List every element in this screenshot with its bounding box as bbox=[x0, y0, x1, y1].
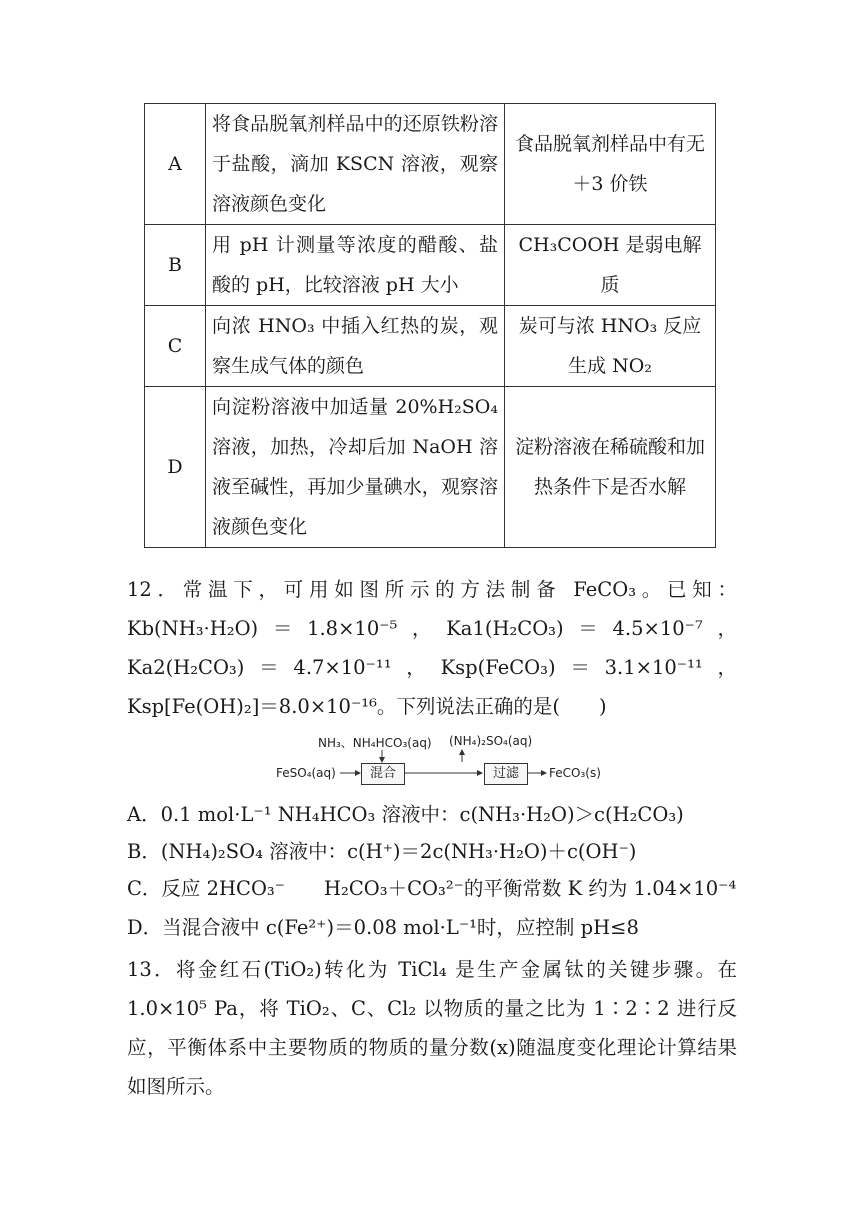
q12-option-a: A．0.1 mol·L⁻¹ NH₄HCO₃ 溶液中：c(NH₃·H₂O)＞c(H₂CO₃) bbox=[127, 803, 684, 826]
operation-cell: 将食品脱氧剂样品中的还原铁粉溶于盐酸，滴加 KSCN 溶液，观察溶液颜色变化 bbox=[206, 104, 505, 225]
q12-option-b: B．(NH₄)₂SO₄ 溶液中：c(H⁺)＝2c(NH₃·H₂O)＋c(OH⁻) bbox=[127, 840, 637, 863]
table-row bbox=[145, 225, 716, 306]
operation-cell: 向浓 HNO₃ 中插入红热的炭，观察生成气体的颜色 bbox=[206, 306, 505, 387]
purpose-cell: 食品脱氧剂样品中有无＋3 价铁 bbox=[505, 104, 716, 225]
q12-option-c: C．反应 2HCO₃⁻ H₂CO₃＋CO₃²⁻的平衡常数 K 约为 1.04×10⁻⁴ bbox=[127, 877, 737, 900]
experiment-table bbox=[144, 103, 716, 548]
table-row bbox=[145, 387, 716, 548]
operation-cell: 用 pH 计测量等浓度的醋酸、盐酸的 pH，比较溶液 pH 大小 bbox=[206, 225, 505, 306]
flow-reagent-2: (NH₄)₂SO₄(aq) bbox=[449, 734, 533, 748]
question-13-stem: 13．将金红石(TiO₂)转化为 TiCl₄ 是生产金属钛的关键步骤。在 1.0×10⁵ Pa，将 TiO₂、C、Cl₂ 以物质的量之比为 1∶2∶2 进行反应，平衡体系中主要物质的物质的量分数(x)随温度变化理论计算结果如图所示。 bbox=[127, 958, 737, 1098]
option-cell: C bbox=[145, 306, 206, 387]
option-cell: D bbox=[145, 387, 206, 548]
flow-step-mix: 混合 bbox=[361, 763, 405, 785]
flow-step-filter: 过滤 bbox=[484, 763, 528, 785]
option-cell: B bbox=[145, 225, 206, 306]
table-row bbox=[145, 306, 716, 387]
flow-start: FeSO₄(aq) bbox=[276, 766, 336, 780]
question-12-stem: 12．常温下，可用如图所示的方法制备 FeCO₃。已知：Kb(NH₃·H₂O)＝1.8×10⁻⁵，Ka1(H₂CO₃)＝4.5×10⁻⁷，Ka2(H₂CO₃)＝4.7×10⁻¹¹，Ksp(FeCO₃)＝3.1×10⁻¹¹，Ksp[Fe(OH)₂]＝8.0×10⁻¹⁶。下列说法正确的是( ) bbox=[127, 578, 737, 718]
q12-option-d: D．当混合液中 c(Fe²⁺)＝0.08 mol·L⁻¹时，应控制 pH≤8 bbox=[127, 916, 639, 939]
operation-cell: 向淀粉溶液中加适量 20%H₂SO₄ 溶液，加热，冷却后加 NaOH 溶液至碱性，再加少量碘水，观察溶液颜色变化 bbox=[206, 387, 505, 548]
option-cell: A bbox=[145, 104, 206, 225]
flow-reagent-1: NH₃、NH₄HCO₃(aq) bbox=[318, 736, 432, 750]
table-row bbox=[145, 104, 716, 225]
purpose-cell: CH₃COOH 是弱电解质 bbox=[505, 225, 716, 306]
purpose-cell: 淀粉溶液在稀硫酸和加热条件下是否水解 bbox=[505, 387, 716, 548]
flow-product: FeCO₃(s) bbox=[549, 766, 601, 780]
purpose-cell: 炭可与浓 HNO₃ 反应生成 NO₂ bbox=[505, 306, 716, 387]
